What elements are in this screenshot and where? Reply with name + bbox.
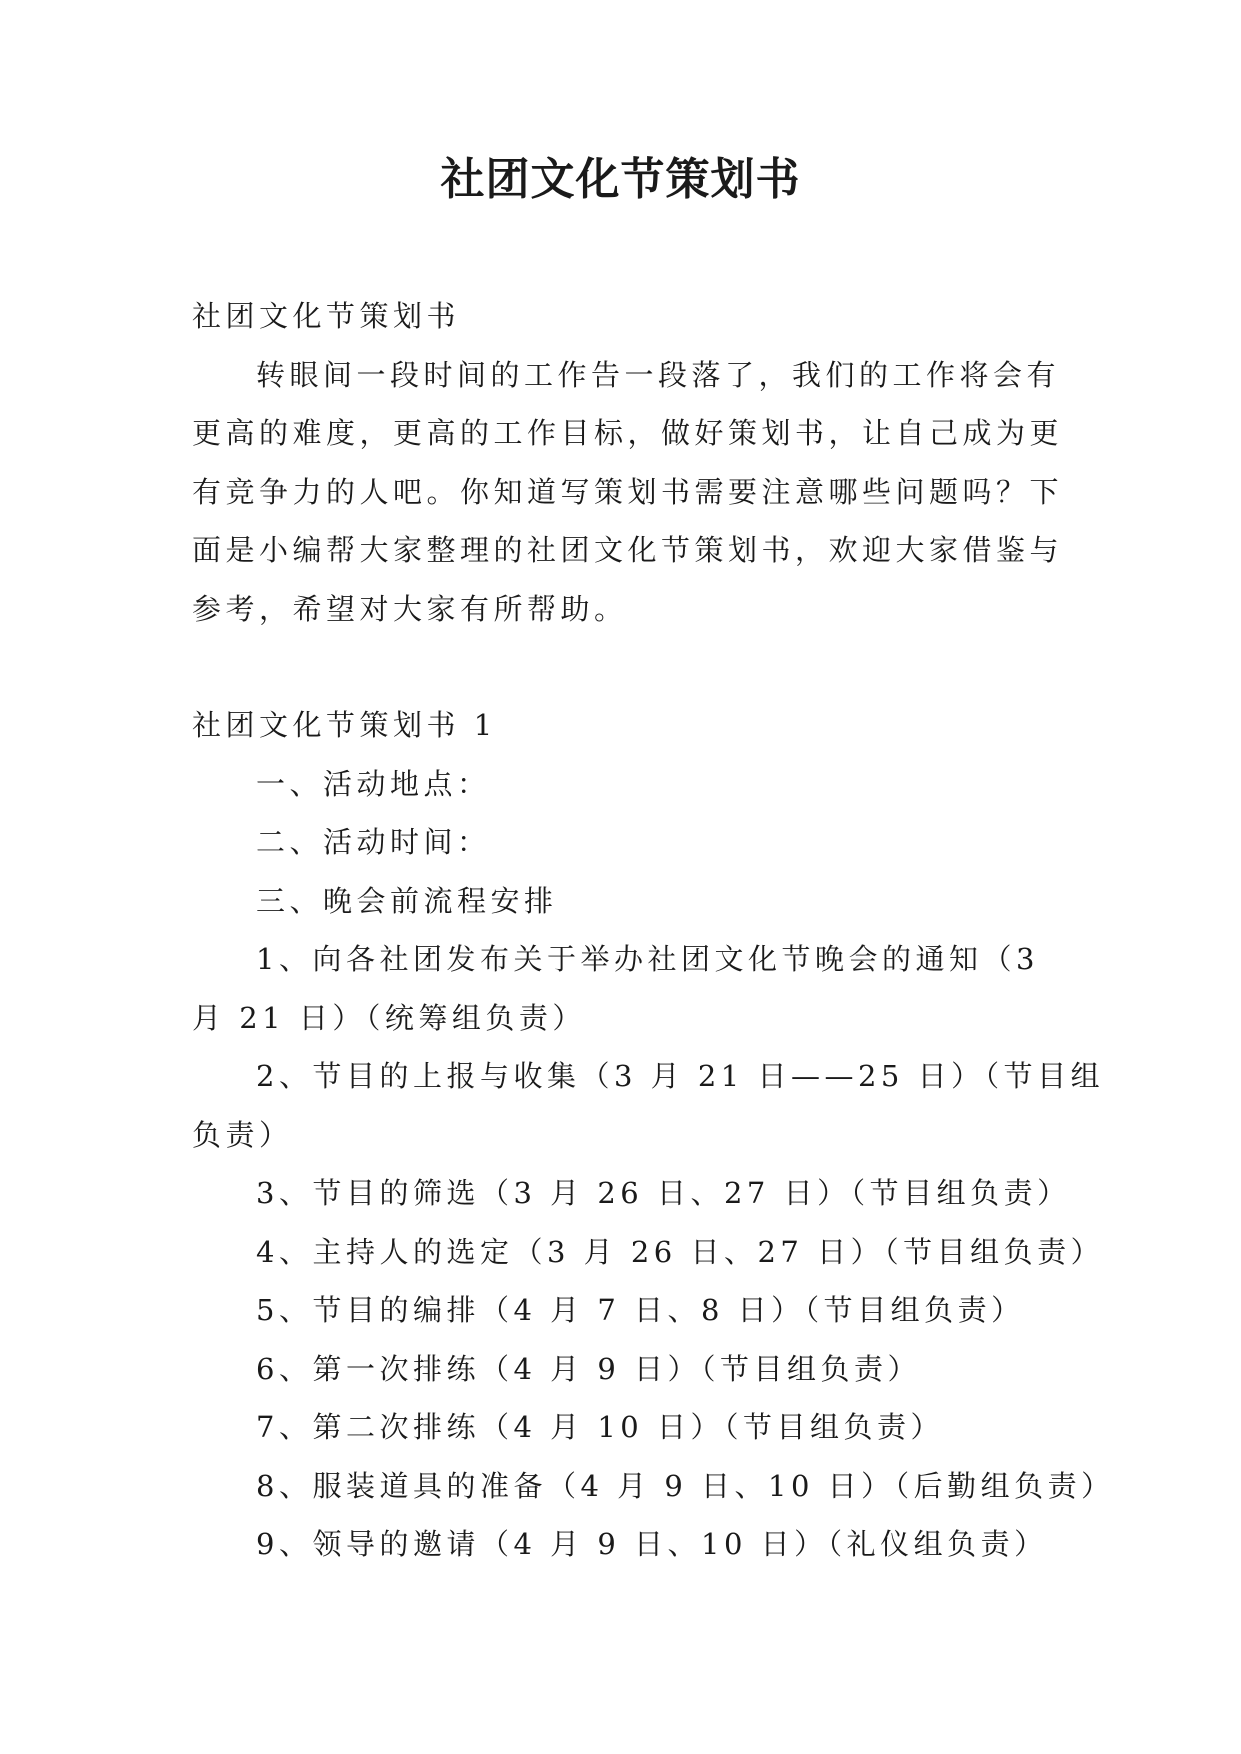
- intro-heading: 社团文化节策划书: [192, 299, 461, 333]
- paragraph-gap: [192, 638, 1052, 696]
- schedule-item-line: 2、节目的上报与收集（3 月 21 日——25 日）（节目组: [256, 1059, 1105, 1093]
- section-heading: 社团文化节策划书 1: [192, 708, 497, 742]
- section-item: 二、活动时间：: [256, 825, 491, 859]
- schedule-item-line: 5、节目的编排（4 月 7 日、8 日）（节目组负责）: [256, 1293, 1025, 1327]
- section-item: 三、晚会前流程安排: [256, 883, 558, 918]
- schedule-item-continuation: 负责）: [192, 1117, 293, 1152]
- schedule-item-line: 7、第二次排练（4 月 10 日）（节目组负责）: [256, 1410, 944, 1444]
- schedule-item-line: 1、向各社团发布关于举办社团文化节晚会的通知（3: [256, 942, 1039, 976]
- schedule-item-line: 8、服装道具的准备（4 月 9 日、10 日）（后勤组负责）: [256, 1468, 1115, 1503]
- document-body: [192, 287, 1115, 1574]
- document-title: 社团文化节策划书: [440, 154, 801, 205]
- intro-line: 参考，希望对大家有所帮助。: [192, 591, 628, 626]
- section-item: 一、活动地点：: [256, 766, 491, 801]
- schedule-item-line: 3、节目的筛选（3 月 26 日、27 日）（节目组负责）: [256, 1176, 1071, 1210]
- intro-line: 更高的难度，更高的工作目标，做好策划书，让自己成为更: [192, 416, 1064, 450]
- intro-line: 有竞争力的人吧。你知道写策划书需要注意哪些问题吗？下: [192, 474, 1064, 509]
- schedule-item-line: 6、第一次排练（4 月 9 日）（节目组负责）: [256, 1351, 922, 1386]
- intro-line: 面是小编帮大家整理的社团文化节策划书，欢迎大家借鉴与: [192, 533, 1064, 567]
- schedule-item-continuation: 月 21 日）（统筹组负责）: [192, 1000, 586, 1035]
- intro-line: 转眼间一段时间的工作告一段落了，我们的工作将会有: [256, 357, 1061, 392]
- schedule-item-line: 4、主持人的选定（3 月 26 日、27 日）（节目组负责）: [256, 1234, 1105, 1269]
- schedule-item-line: 9、领导的邀请（4 月 9 日、10 日）（礼仪组负责）: [256, 1527, 1048, 1561]
